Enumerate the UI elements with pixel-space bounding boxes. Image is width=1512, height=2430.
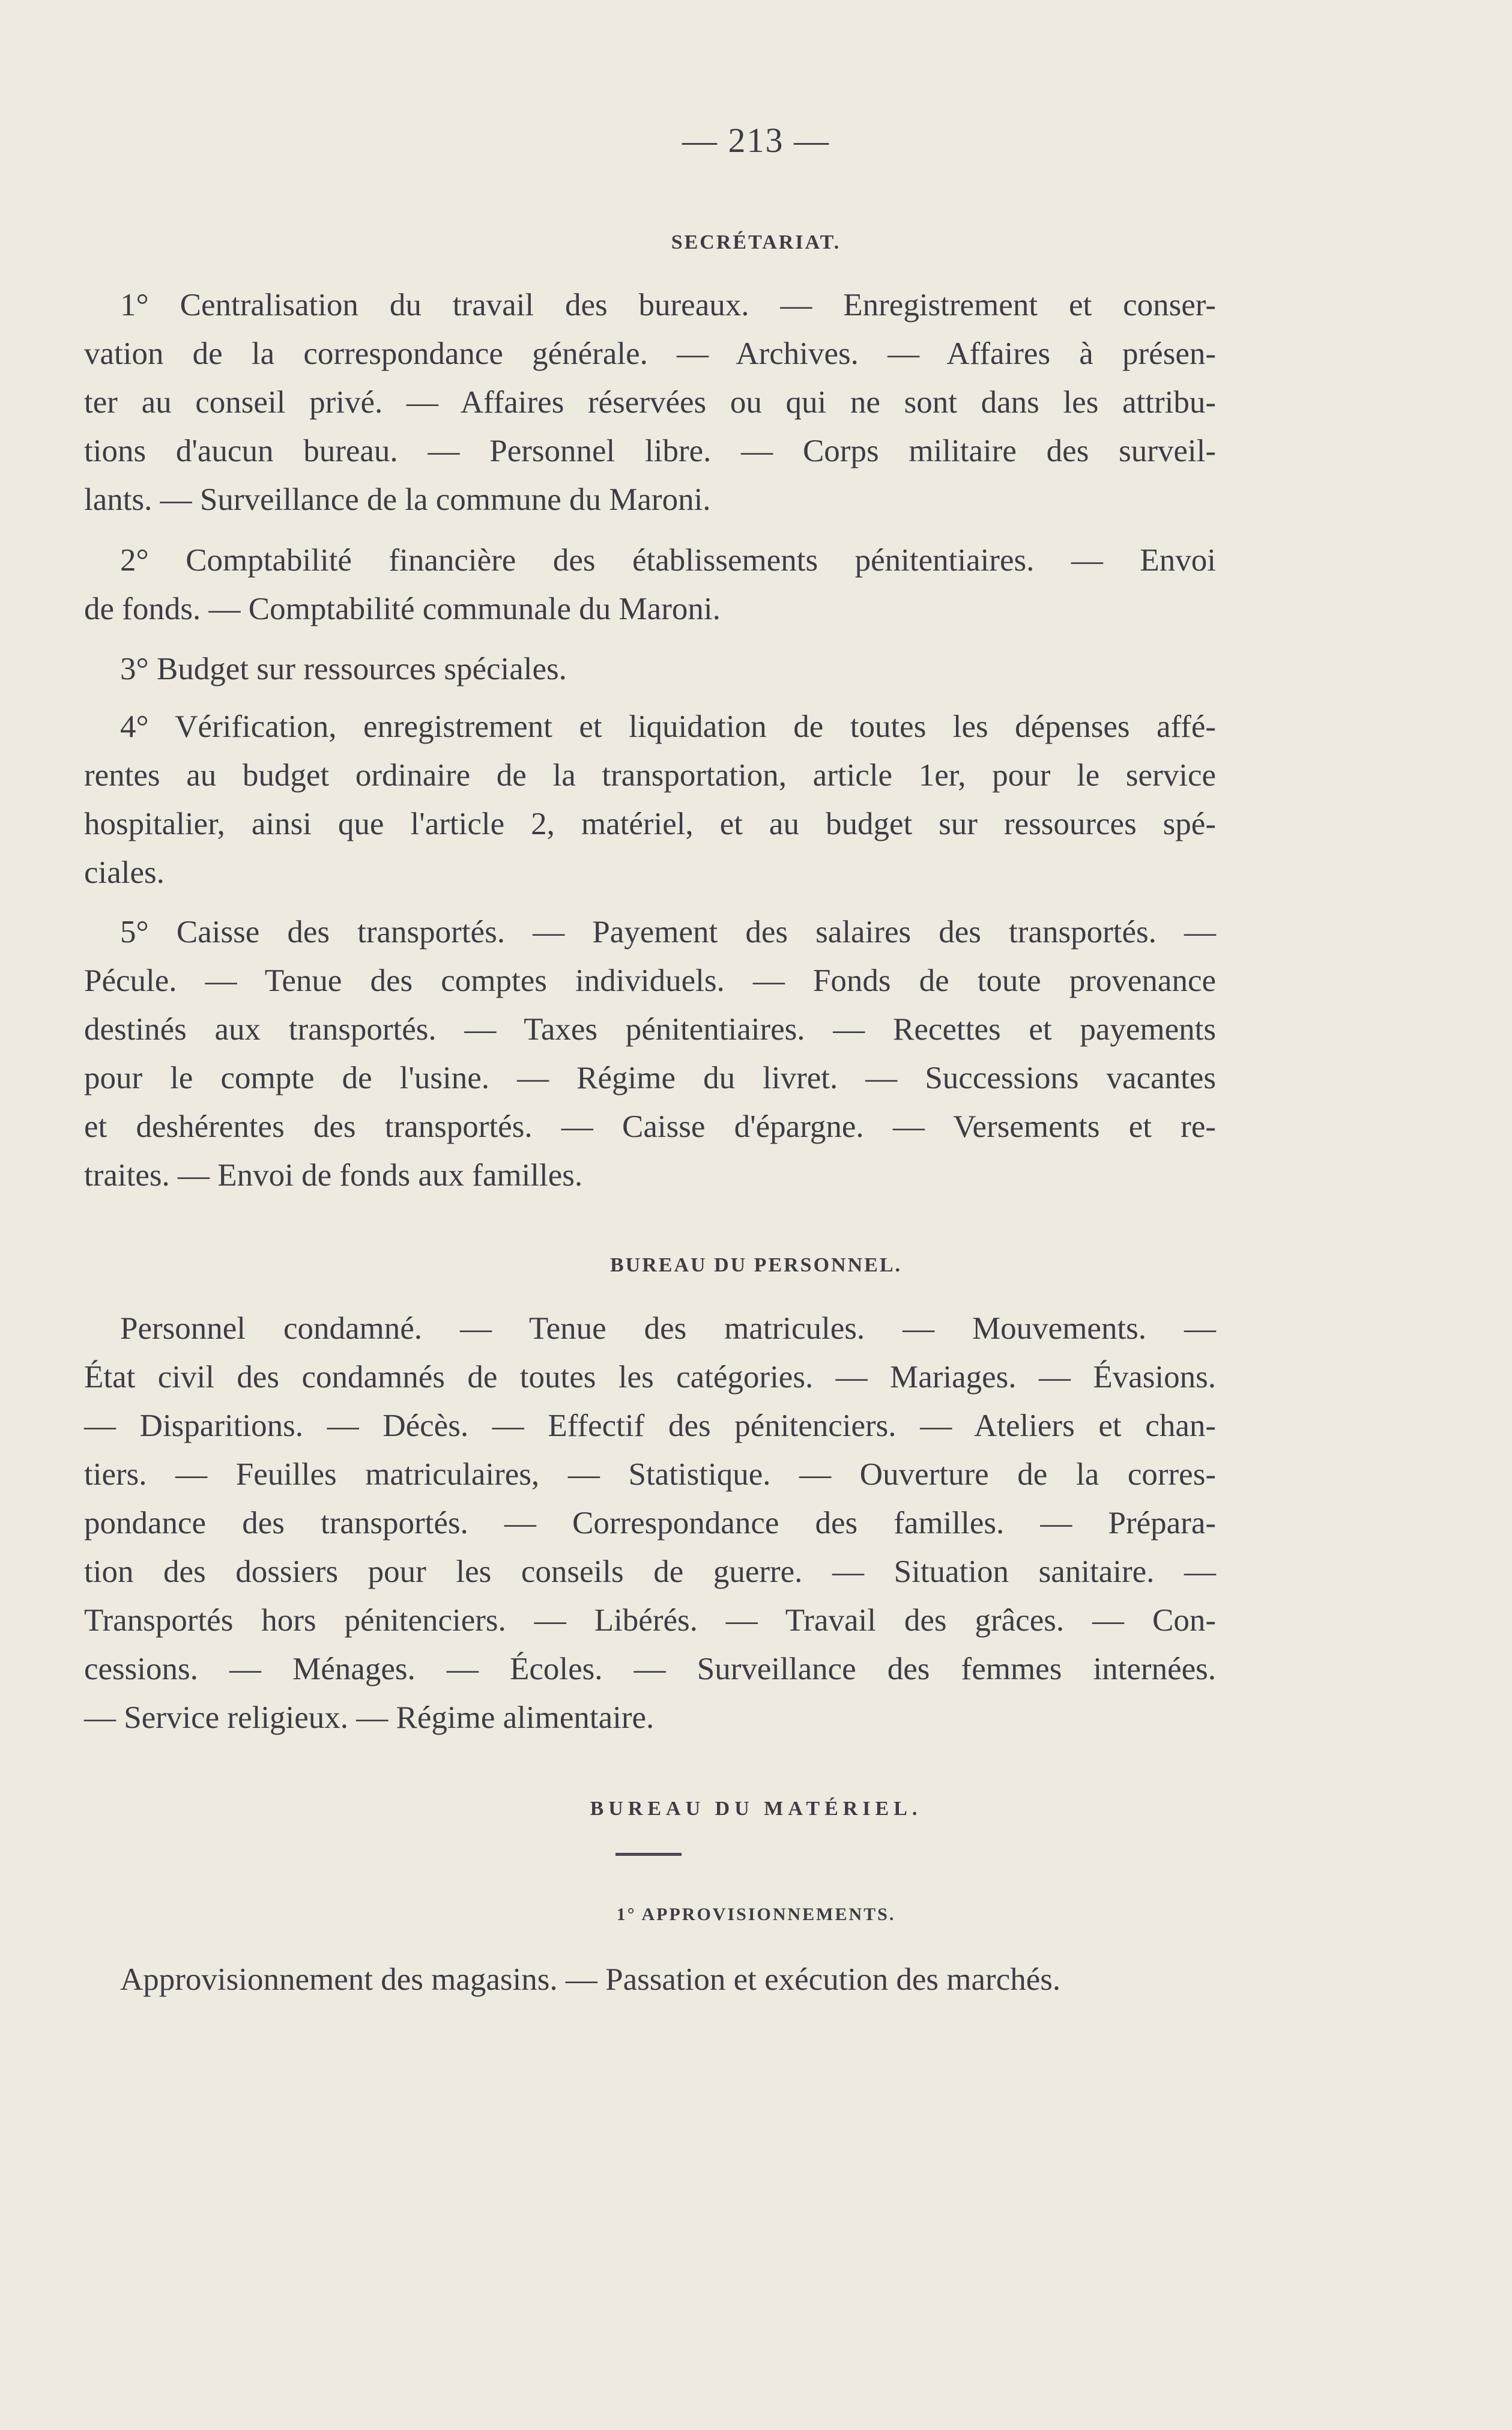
text-line: Transportés hors pénitenciers. — Libérés. — Travail des grâces. — Con- [84,1603,1216,1638]
text-line: — Service religieux. — Régime alimentaire. [84,1700,655,1735]
text-line: Pécule. — Tenue des comptes individuels. — Fonds de toute provenance [84,963,1216,998]
secretariat-paragraph-3 [84,645,1216,694]
section-divider-rule [615,1853,682,1856]
text-line: 4° Vérification, enregistrement et liquidation de toutes les dépenses affé- [120,709,1216,744]
text-line: de fonds. — Comptabilité communale du Maroni. [84,592,721,626]
text-line: et deshérentes des transportés. — Caisse d'épargne. — Versements et re- [84,1109,1216,1144]
text-line: Personnel condamné. — Tenue des matricules. — Mouvements. — [120,1311,1216,1346]
secretariat-paragraph-2 [84,536,1216,634]
text-line: ter au conseil privé. — Affaires réservées ou qui ne sont dans les attribu- [84,385,1216,420]
text-line: destinés aux transportés. — Taxes pénitentiaires. — Recettes et payements [84,1012,1216,1047]
text-line: lants. — Surveillance de la commune du Maroni. [84,482,711,517]
bureau-materiel-paragraph [84,1956,1216,2004]
secretariat-paragraph-4 [84,703,1216,897]
bureau-personnel-paragraph [84,1304,1216,1742]
text-line: État civil des condamnés de toutes les catégories. — Mariages. — Évasions. [84,1360,1216,1395]
text-line: 5° Caisse des transportés. — Payement des salaires des transportés. — [120,915,1216,950]
page-number: — 213 — [682,121,830,160]
text-line: Approvisionnement des magasins. — Passation et exécution des marchés. [120,1962,1061,1997]
text-line: tion des dossiers pour les conseils de guerre. — Situation sanitaire. — [84,1554,1216,1589]
subsection-title-approvisionnements: 1° APPROVISIONNEMENTS. [616,1904,896,1924]
text-line: vation de la correspondance générale. — Archives. — Affaires à présen- [84,336,1216,371]
text-line: ciales. [84,855,165,890]
text-line: tions d'aucun bureau. — Personnel libre. — Corps militaire des surveil- [84,434,1216,468]
secretariat-paragraph-5 [84,908,1216,1200]
section-title-secretariat: SECRÉTARIAT. [671,231,841,253]
text-line: cessions. — Ménages. — Écoles. — Surveillance des femmes internées. [84,1652,1216,1686]
text-line: traites. — Envoi de fonds aux familles. [84,1158,583,1193]
text-line: tiers. — Feuilles matriculaires, — Statistique. — Ouverture de la corres- [84,1457,1216,1492]
text-line: rentes au budget ordinaire de la transportation, article 1er, pour le service [84,758,1216,793]
text-line: 3° Budget sur ressources spéciales. [120,652,567,686]
text-line: 2° Comptabilité financière des établissements pénitentiaires. — Envoi [120,543,1216,578]
text-line: — Disparitions. — Décès. — Effectif des pénitenciers. — Ateliers et chan- [84,1408,1216,1443]
secretariat-paragraph-1 [84,281,1216,524]
text-line: pondance des transportés. — Correspondance des familles. — Prépara- [84,1506,1216,1541]
section-title-bureau-personnel: BUREAU DU PERSONNEL. [610,1254,902,1276]
text-line: pour le compte de l'usine. — Régime du livret. — Successions vacantes [84,1061,1216,1095]
section-title-bureau-materiel: BUREAU DU MATÉRIEL. [590,1798,922,1820]
text-line: 1° Centralisation du travail des bureaux. — Enregistrement et conser- [120,288,1216,323]
text-line: hospitalier, ainsi que l'article 2, matériel, et au budget sur ressources spé- [84,807,1216,841]
